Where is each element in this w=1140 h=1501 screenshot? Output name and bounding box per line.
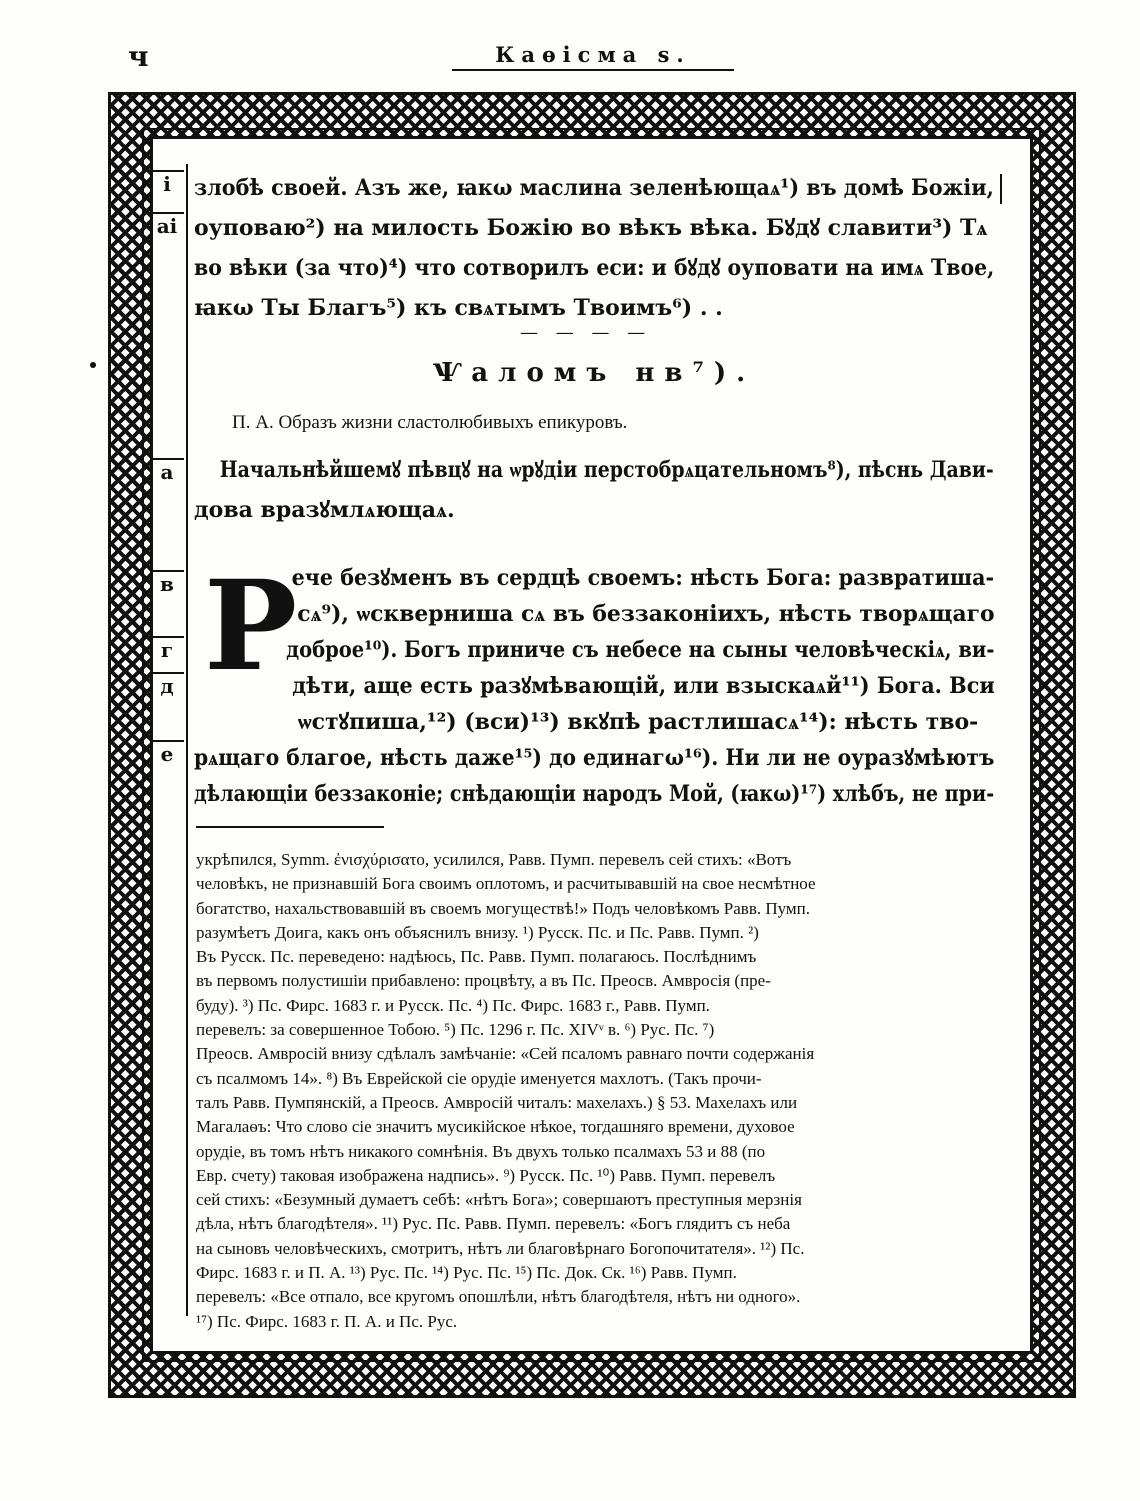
footnote-line: укрѣпился, Symm. ἐνισχύρισατο, усилился, Равв. Пумп. перевелъ сей стихъ: «Вотъ <box>196 850 792 869</box>
footnote-line: на сыновъ человѣческихъ, смотритъ, нѣтъ ли благовѣрнаго Богопочитателя». ¹²) Пс. <box>196 1238 805 1258</box>
footnote-line: въ первомъ полустишіи прибавлено: процвѣту, а въ Пс. Преосв. Амвросія (пре- <box>196 971 771 991</box>
text-line: оуповаю²) на милость Божію во вѣкъ вѣка. Бꙋдꙋ славити³) Тѧ <box>194 215 988 241</box>
verse-number-column-rule <box>186 164 188 1316</box>
text-line: Начальнѣйшемꙋ пѣвцꙋ на ѡрꙋдіи перстобрѧцательномъ⁸), пѣснь Дави- <box>219 457 994 483</box>
text-line: доброе¹⁰). Богъ приниче съ небесе на сыны человѣческіѧ, ви- <box>286 637 995 663</box>
footnote-line: Преосв. Амвросій внизу сдѣлалъ замѣчаніе: «Сей псаломъ равнаго почти содержанія <box>196 1044 815 1064</box>
footnote-line: Евр. счету) таковая изображена надпись». ⁹) Русск. Пс. ¹⁰) Равв. Пумп. перевелъ <box>196 1165 776 1185</box>
running-title: Каѳісма ѕ. <box>452 42 734 71</box>
footnote-line: съ псалмомъ 14». ⁸) Въ Еврейской сіе орудіе именуется махлотъ. (Такъ прочи- <box>196 1068 762 1088</box>
verse-number: а <box>150 458 184 482</box>
text-line: ѡстꙋпиша,¹²) (вси)¹³) вкꙋпѣ растлишасѧ¹⁴): нѣсть тво- <box>298 709 979 735</box>
drop-cap-initial: Р <box>204 554 298 699</box>
psalm-body <box>194 560 994 812</box>
psalm-superscription <box>194 450 994 530</box>
text-line: дѣлающіи беззаконіе; снѣдающіи народъ Мой, (ꙗкω)¹⁷) хлѣбъ, не при- <box>194 781 995 807</box>
verse-number: е <box>150 740 184 764</box>
footnote-rule <box>196 826 384 828</box>
footnote-line: богатство, нахальствовавшій въ своемъ могуществѣ!» Подъ человѣкомъ Равв. Пумп. <box>196 898 811 918</box>
footnotes <box>196 848 996 1334</box>
footnote-line: разумѣетъ Доига, какъ онъ объяснилъ внизу. ¹) Русск. Пс. и Пс. Равв. Пумп. ²) <box>196 922 759 942</box>
verse-number: г <box>150 636 184 660</box>
footnote-line: перевелъ: «Все отпало, все кругомъ опошлѣли, нѣтъ благодѣтеля, нѣтъ ни одного». <box>196 1287 801 1307</box>
preceding-verses <box>194 168 994 328</box>
footnote-line: буду). ³) Пс. Фирс. 1683 г. и Русск. Пс. ⁴) Пс. Фирс. 1683 г., Равв. Пумп. <box>196 995 710 1015</box>
text-line: злобѣ своей. Азъ же, ꙗкω маслина зеленѣющаѧ¹) въ домѣ Божіи, <box>194 175 994 201</box>
verse-number: д <box>150 672 184 696</box>
footnote-line: человѣкъ, не признавшій Бога своимъ оплотомъ, и расчитывавшій на свое несмѣтное <box>196 874 816 894</box>
verse-number: аі <box>150 212 184 236</box>
stray-ink-dot <box>90 362 96 368</box>
footnote-line: Магалаѳъ: Что слово сіе значитъ мусикійское нѣкое, тогдашняго времени, духовое <box>196 1117 795 1137</box>
text-line: сѧ⁹), ѡскверниша сѧ въ беззаконіихъ, нѣсть творѧщаго <box>297 601 995 627</box>
footnote-line: Фирс. 1683 г. и П. А. ¹³) Рус. Пс. ¹⁴) Рус. Пс. ¹⁵) Пс. Док. Ск. ¹⁶) Равв. Пумп. <box>196 1263 737 1283</box>
margin-mark <box>1000 174 1002 204</box>
footnote-line: орудіе, въ томъ нѣтъ никакого сомнѣнія. Въ двухъ только псалмахъ 53 и 88 (по <box>196 1141 766 1161</box>
text-line: дова вразꙋмлѧющаѧ. <box>194 497 455 523</box>
text-line: ече безꙋменъ въ сердцѣ своемъ: нѣсть Бога: развратиша- <box>291 565 995 591</box>
footnote-line: ¹⁷) Пс. Фирс. 1683 г. П. А. и Пс. Рус. <box>196 1311 458 1331</box>
page-number: ч <box>128 40 149 73</box>
text-line: дѣти, аще есть разꙋмѣвающій, или взыскаѧй¹¹) Бога. Вси <box>292 673 995 699</box>
verse-number: і <box>150 170 184 194</box>
text-line: рѧщаго благое, нѣсть даже¹⁵) до единагω¹⁶). Ни ли не оуразꙋмѣютъ <box>194 745 995 771</box>
footnote-line: дѣла, нѣтъ благодѣтеля». ¹¹) Рус. Пс. Равв. Пумп. перевелъ: «Богъ глядитъ съ неба <box>196 1214 791 1234</box>
footnote-line: сей стихъ: «Безумный думаетъ себѣ: «нѣтъ Бога»; совершаютъ преступныя мерзнія <box>196 1190 802 1210</box>
text-line: во вѣки (за что)⁴) что сотворилъ еси: и бꙋдꙋ оуповати на имѧ Твое, <box>194 255 995 281</box>
footnote-line: перевелъ: за совершенное Тобою. ⁵) Пс. 1296 г. Пс. XIVᵛ в. ⁶) Рус. Пс. ⁷) <box>196 1020 715 1040</box>
psalm-title: Ѱаломъ нв⁷). <box>432 358 756 388</box>
text-line: ꙗкω Ты Благъ⁵) къ свѧтымъ Твоимъ⁶) . . <box>194 295 723 321</box>
section-divider: — — — — <box>520 322 652 343</box>
verse-number: в <box>150 570 184 594</box>
section-heading: П. А. Образъ жизни сластолюбивыхъ епикуровъ. <box>232 412 628 433</box>
footnote-line: талъ Равв. Пумпянскій, а Преосв. Амвросій читалъ: махелахъ.) § 53. Махелахъ или <box>196 1092 798 1112</box>
footnote-line: Въ Русск. Пс. переведено: надѣюсь, Пс. Равв. Пумп. полагаюсь. Послѣднимъ <box>196 947 757 967</box>
